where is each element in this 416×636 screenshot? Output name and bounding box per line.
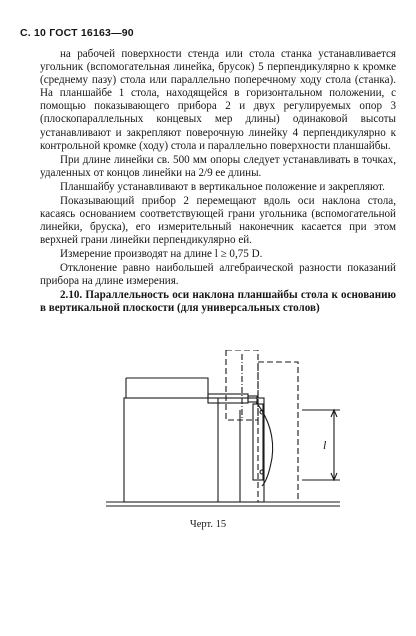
body-text [40,48,396,315]
page-number: С. 10 [20,27,47,39]
section-heading: 2.10. Параллельность оси наклона планшайбы стола к основанию в вертикальной плоскости (для универсальных столов) [40,288,396,314]
figure-caption: Черт. 15 [189,519,227,530]
paragraph: Планшайбу устанавливают в вертикальное положение и закрепляют. [60,180,385,193]
dimension-label: l [323,438,327,452]
paragraph: на рабочей поверхности стенда или стола станка устанавливается угольник (вспомогательная линейка, брусок) 5 перпендикулярно к кромке (среднему пазу) стола или параллельно поперечному ходу стола (станка). На планшайбе 1 стола, находящейся в горизонтальном положении, с помощью показывающего прибора 2 и двух регулируемых опор 3 (плоскопараллельных концевых мер длины) одинаковой высоты устанавливают и закрепляют поверочную линейку 4 перпендикулярно к контрольной кромке (ходу) стола и параллельно поверхности планшайбы. [40,48,396,152]
upper-block [126,378,208,398]
page-header [20,27,134,39]
standard-code: ГОСТ 16163—90 [49,27,134,39]
main-body [124,398,264,502]
paragraph: Показывающий прибор 2 перемещают вдоль оси наклона стола, касаясь основанием соответствующей грани угольника (вспомогательной линейки, бруска), его измерительный наконечник касается при этом верхней грани линейки перпендикулярно ей. [40,195,396,247]
paragraph: При длине линейки св. 500 мм опоры следует устанавливать в точках, удаленных от концов линейки на 2/9 ее длины. [40,153,396,179]
paragraph: Измерение производят на длине l ≥ 0,75 D. [60,248,263,261]
indicator-tip [248,396,257,402]
paragraph: Отклонение равно наибольшей алгебраической разности показаний прибора на длине измерения. [40,261,396,287]
